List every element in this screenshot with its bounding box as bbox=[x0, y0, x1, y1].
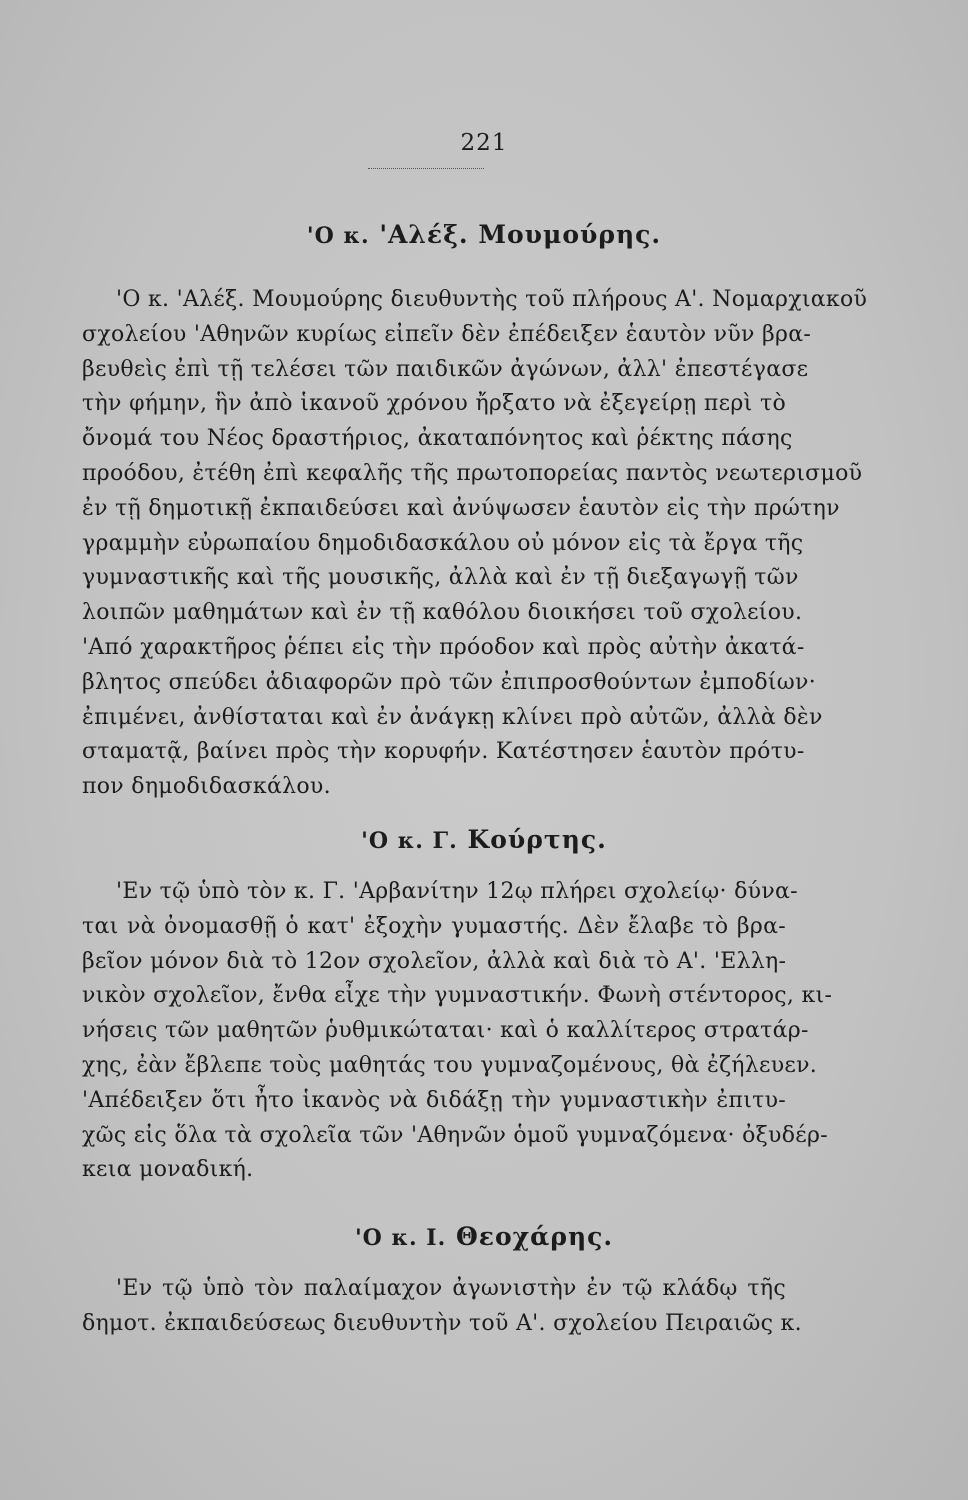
header-rule bbox=[368, 168, 484, 169]
text-line: ται νὰ ὀνομασθῇ ὁ κατ' ἐξοχὴν γυμαστής. Δὲν ἔλαβε τὸ βρα- bbox=[82, 913, 786, 939]
text-line: γραμμὴν εὐρωπαίου δημοδιδασκάλου οὐ μόνον εἰς τὰ ἔργα τῆς bbox=[82, 530, 804, 556]
text-line: νικὸν σχολεῖον, ἔνθα εἶχε τὴν γυμναστικήν. Φωνὴ στέντορος, κι- bbox=[82, 983, 833, 1009]
heading-prefix: 'Ο κ. bbox=[306, 223, 370, 249]
section-heading-kourtis bbox=[0, 825, 968, 854]
section-heading-moumouris bbox=[0, 220, 968, 249]
page-number: 221 bbox=[460, 130, 508, 156]
text-line: βευθεὶς ἐπὶ τῇ τελέσει τῶν παιδικῶν ἀγώνων, ἀλλ' ἐπεστέγασε bbox=[82, 356, 809, 382]
text-line: βλητος σπεύδει ἀδιαφορῶν πρὸ τῶν ἐπιπροσθούντων ἐμποδίων· bbox=[82, 669, 817, 695]
text-line: 'Από χαρακτῆρος ῥέπει εἰς τὴν πρόοδον καὶ πρὸς αὐτὴν ἀκατά- bbox=[82, 634, 805, 660]
text-line: προόδου, ἐτέθη ἐπὶ κεφαλῆς τῆς πρωτοπορείας παντὸς νεωτερισμοῦ bbox=[82, 460, 863, 486]
text-line: δημοτ. ἐκπαιδεύσεως διευθυντὴν τοῦ Α'. σχολείου Πειραιῶς κ. bbox=[82, 1310, 802, 1336]
text-line: νήσεις τῶν μαθητῶν ῥυθμικώταται· καὶ ὁ καλλίτερος στρατάρ- bbox=[82, 1018, 809, 1044]
text-line: βεῖον μόνον διὰ τὸ 12ον σχολεῖον, ἀλλὰ καὶ διὰ τὸ Α'. 'Ελλη- bbox=[82, 948, 787, 974]
heading-prefix: 'Ο κ. Ι. bbox=[354, 1225, 447, 1251]
section-heading-theocharis bbox=[0, 1222, 968, 1251]
section-body-kourtis bbox=[82, 875, 833, 1188]
text-line: ἐπιμένει, ἀνθίσταται καὶ ἐν ἀνάγκῃ κλίνει πρὸ αὐτῶν, ἀλλὰ δὲν bbox=[82, 704, 823, 730]
text-line: 'Εν τῷ ὑπὸ τὸν κ. Γ. 'Αρβανίτην 12ῳ πλήρει σχολείῳ· δύνα- bbox=[116, 879, 798, 904]
text-line: ὄνομά του Νέος δραστήριος, ἀκαταπόνητος καὶ ῥέκτης πάσης bbox=[82, 426, 793, 452]
text-line: σταματᾷ, βαίνει πρὸς τὴν κορυφήν. Κατέστησεν ἑαυτὸν πρότυ- bbox=[82, 739, 805, 765]
section-body-theocharis bbox=[82, 1272, 802, 1342]
text-line: χῶς εἰς ὅλα τὰ σχολεῖα τῶν 'Αθηνῶν ὁμοῦ γυμναζόμενα· ὀξυδέρ- bbox=[82, 1122, 828, 1148]
text-line: σχολείου 'Αθηνῶν κυρίως εἰπεῖν δὲν ἐπέδειξεν ἑαυτὸν νῦν βρα- bbox=[82, 321, 812, 347]
text-line: κεια μοναδική. bbox=[82, 1157, 254, 1183]
text-line: χης, ἐὰν ἔβλεπε τοὺς μαθητάς του γυμναζομένους, θὰ ἐζήλευεν. bbox=[82, 1052, 818, 1078]
text-line: 'Απέδειξεν ὅτι ἦτο ἱκανὸς νὰ διδάξῃ τὴν γυμναστικὴν ἐπιτυ- bbox=[82, 1087, 786, 1113]
text-line: λοιπῶν μαθημάτων καὶ ἐν τῇ καθόλου διοικήσει τοῦ σχολείου. bbox=[82, 600, 803, 626]
text-line: 'Ο κ. 'Αλέξ. Μουμούρης διευθυντὴς τοῦ πλήρους Α'. Νομαρχιακοῦ bbox=[116, 287, 868, 312]
text-line: ἐν τῇ δημοτικῇ ἐκπαιδεύσει καὶ ἀνύψωσεν ἑαυτὸν εἰς τὴν πρώτην bbox=[82, 495, 840, 521]
text-line: 'Εν τῷ ὑπὸ τὸν παλαίμαχον ἀγωνιστὴν ἐν τῷ κλάδῳ τῆς bbox=[116, 1276, 786, 1301]
heading-name: 'Αλέξ. Μουμούρης. bbox=[379, 220, 662, 249]
text-line: τὴν φήμην, ἣν ἀπὸ ἱκανοῦ χρόνου ἤρξατο νὰ ἐξεγείρῃ περὶ τὸ bbox=[82, 391, 786, 417]
section-body-moumouris bbox=[82, 283, 868, 805]
heading-name: Θεοχάρης. bbox=[455, 1222, 614, 1251]
text-line: πον δημοδιδασκάλου. bbox=[82, 774, 331, 800]
heading-name: Κούρτης. bbox=[467, 825, 607, 854]
text-line: γυμναστικῆς καὶ τῆς μουσικῆς, ἀλλὰ καὶ ἐν τῇ διεξαγωγῇ τῶν bbox=[82, 565, 799, 591]
heading-prefix: 'Ο κ. Γ. bbox=[361, 828, 458, 854]
